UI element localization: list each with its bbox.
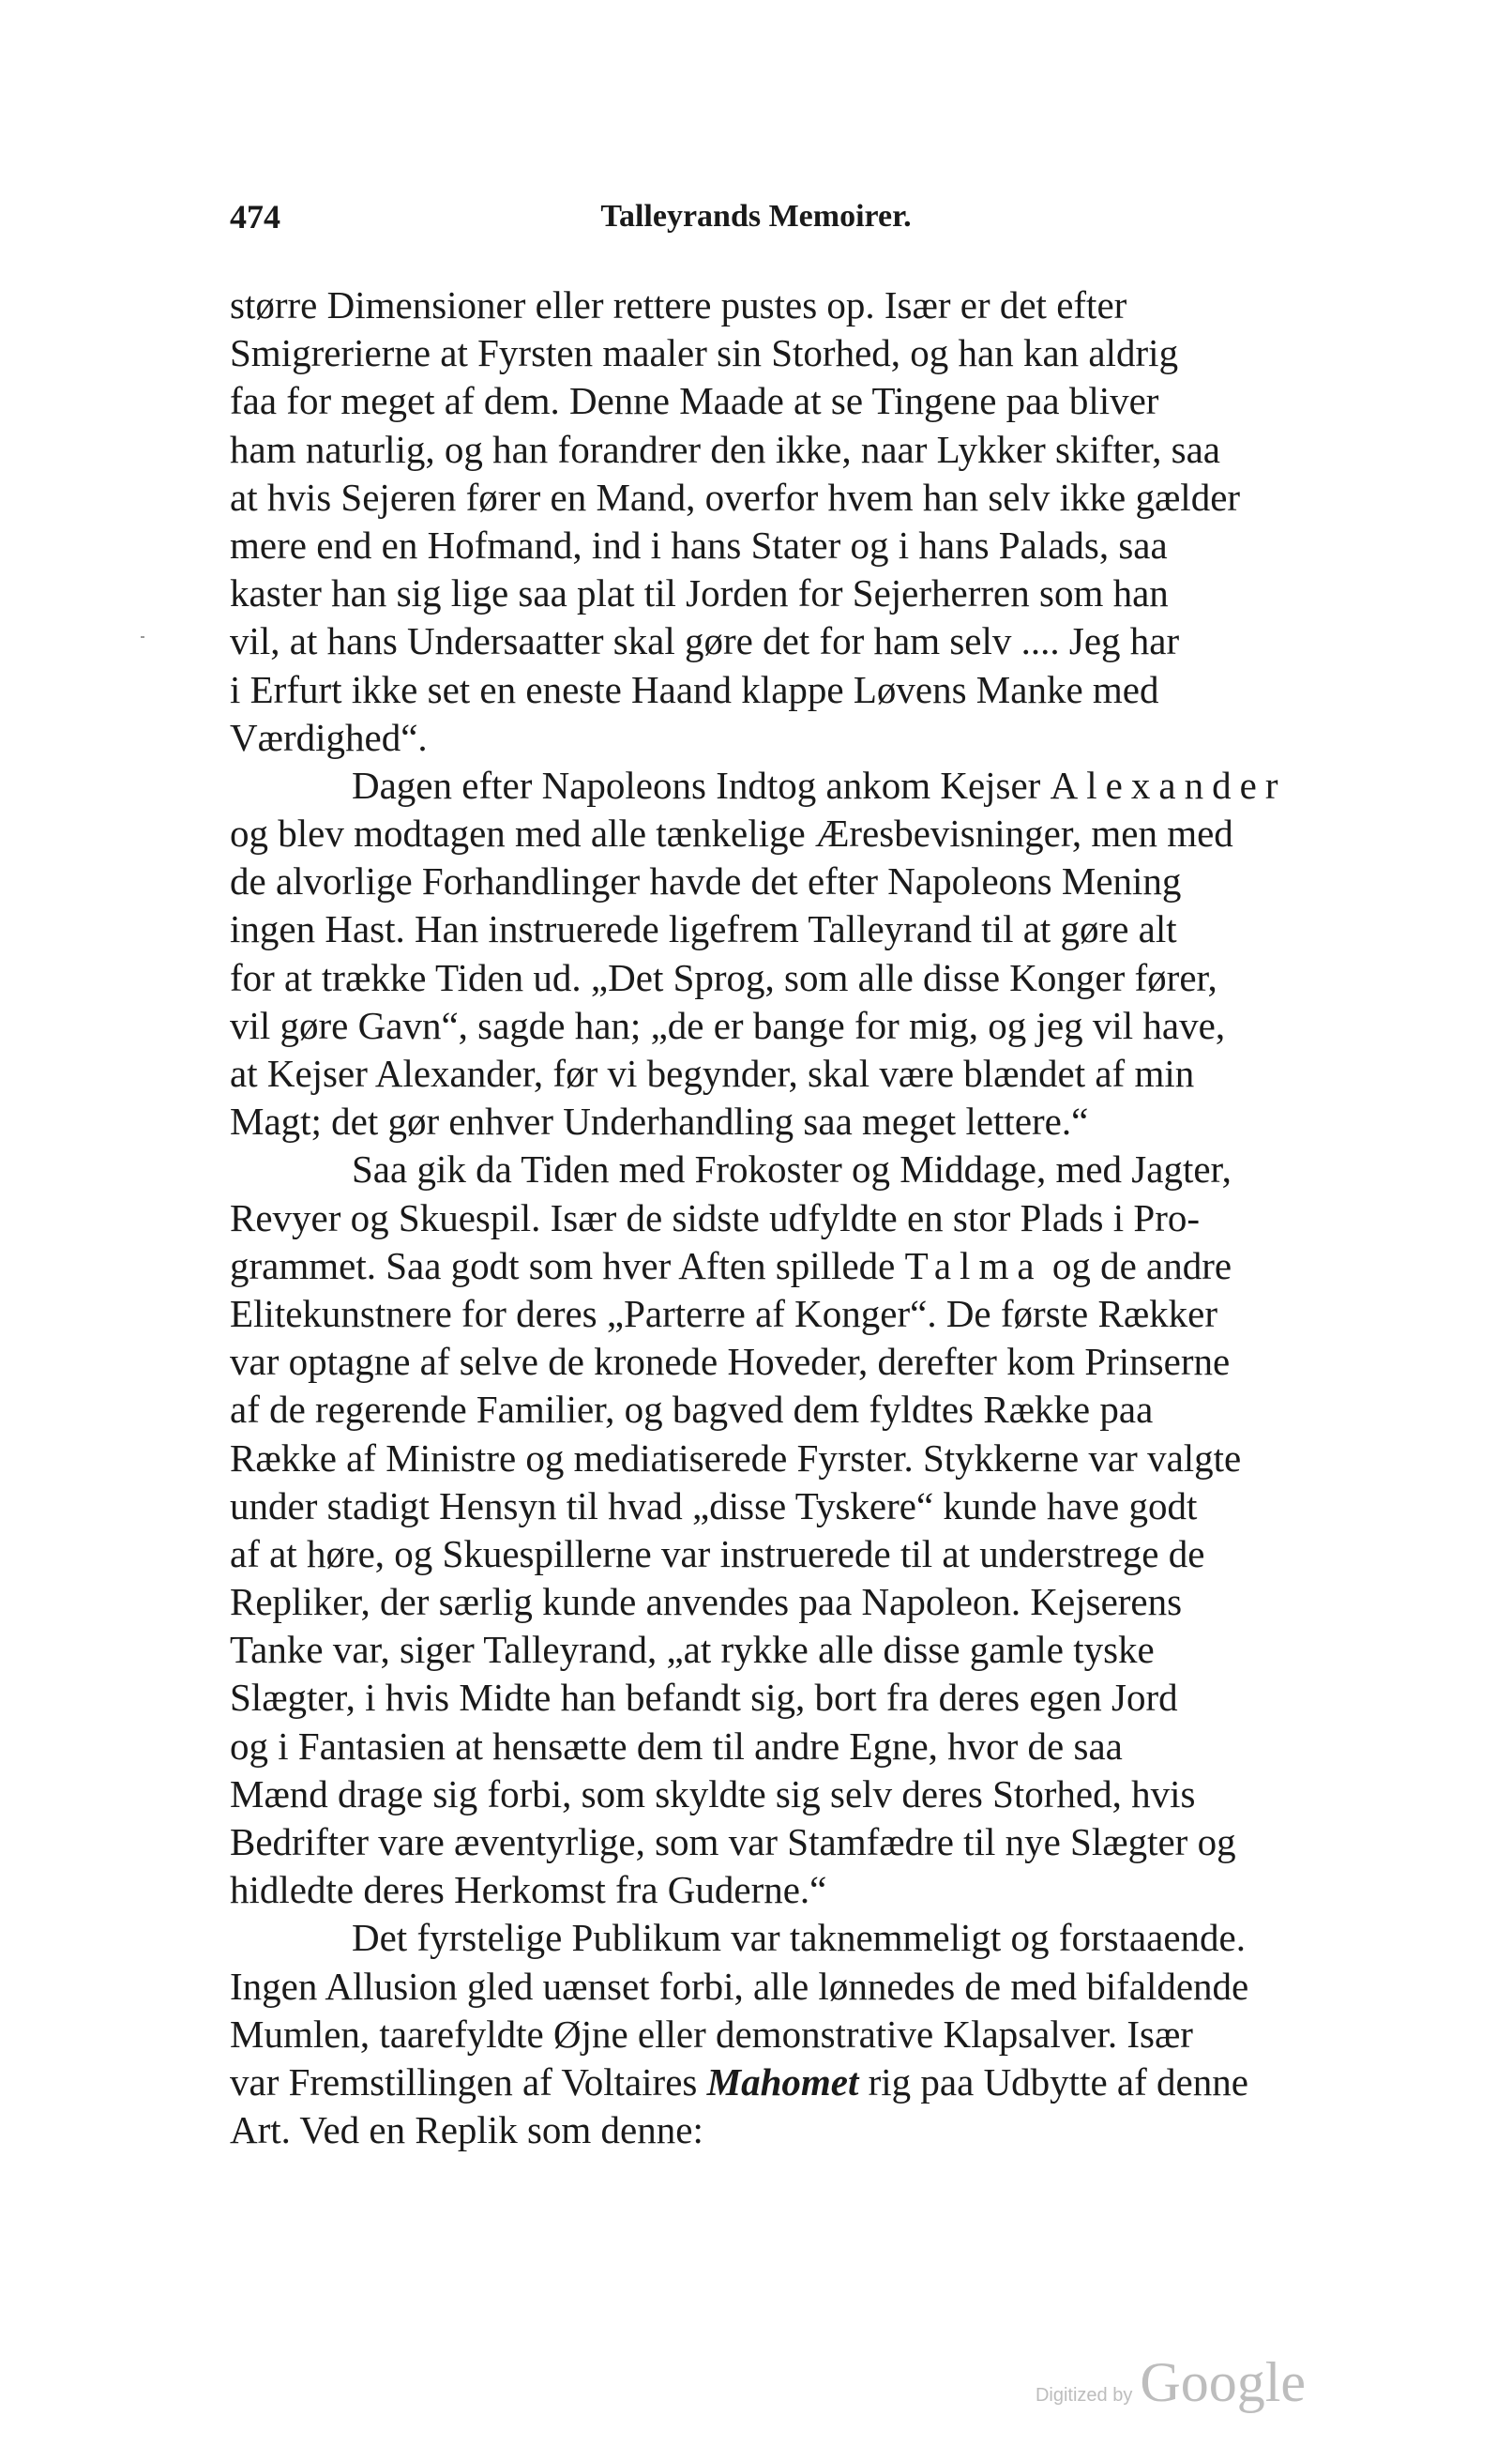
text-line [230,2058,1430,2106]
text-segment: Dagen efter Napoleons Indtog ankom Kejser [352,763,1051,807]
text-line: Elitekunstnere for deres „Parterre af Konger“. De første Rækker [230,1291,1218,1335]
text-segment: rig paa Udbytte af denne [858,2059,1248,2104]
text-line: var optagne af selve de kronede Hoveder, derefter kom Prinserne [230,1340,1231,1384]
text-line: af de regerende Familier, og bagved dem fyldtes Række paa [230,1388,1154,1432]
text-line: Slægter, i hvis Midte han befandt sig, bort fra deres egen Jord [230,1676,1178,1720]
text-line: og i Fantasien at hensætte dem til andre Egne, hvor de saa [230,1724,1123,1768]
text-line: større Dimensioner eller rettere pustes op. Især er det efter [230,283,1127,327]
text-segment: var Fremstillingen af Voltaires [230,2059,707,2104]
text-line: af at høre, og Skuespillerne var instruerede til at understrege de [230,1531,1205,1575]
text-line: Revyer og Skuespil. Især de sidste udfyldte en stor Plads i Pro- [230,1195,1201,1239]
text-line: Magt; det gør enhver Underhandling saa meget lettere.“ [230,1100,1089,1144]
text-line: ingen Hast. Han instruerede ligefrem Talleyrand til at gøre alt [230,907,1177,951]
spaced-name: Talma [904,1243,1043,1287]
italic-title: Mahomet [706,2059,859,2104]
text-line: under stadigt Hensyn til hvad „disse Tyskere“ kunde have godt [230,1483,1198,1527]
text-line: Bedrifter vare æventyrlige, som var Stamfædre til nye Slægter og [230,1820,1236,1863]
stray-mark [141,636,144,638]
text-line: Art. Ved en Replik som denne: [230,2108,703,2152]
text-line [230,1242,1430,1290]
text-line: Saa gik da Tiden med Frokoster og Middage, med Jagter, [352,1147,1232,1192]
text-line: faa for meget af dem. Denne Maade at se Tingene paa bliver [230,379,1159,423]
text-line: Tanke var, siger Talleyrand, „at rykke alle disse gamle tyske [230,1628,1155,1672]
page-body [230,281,1430,2154]
text-line: Mænd drage sig forbi, som skyldte sig selv deres Storhed, hvis [230,1771,1196,1815]
digitized-watermark [1036,2350,1306,2415]
text-line: Repliker, der særlig kunde anvendes paa Napoleon. Kejserens [230,1580,1183,1624]
running-title: Talleyrands Memoirer. [600,199,912,234]
text-line: Række af Ministre og mediatiserede Fyrster. Stykkerne var valgte [230,1436,1242,1480]
text-line: de alvorlige Forhandlinger havde det efter Napoleons Mening [230,859,1182,904]
text-line: at Kejser Alexander, før vi begynder, skal være blændet af min [230,1052,1195,1095]
text-segment: grammet. Saa godt som hver Aften spillede [230,1243,905,1287]
text-segment: og de andre [1042,1243,1232,1287]
text-line: og blev modtagen med alle tænkelige Æresbevisninger, men med [230,812,1233,856]
text-line: hidledte deres Herkomst fra Guderne.“ [230,1868,827,1912]
text-line: Mumlen, taarefyldte Øjne eller demonstrative Klapsalver. Især [230,2012,1193,2056]
text-line: for at trække Tiden ud. „Det Sprog, som alle disse Konger fører, [230,955,1217,999]
page-number: 474 [230,198,280,235]
text-line: Ingen Allusion gled uænset forbi, alle lønnedes de med bifaldende [230,1964,1249,2008]
text-line: Smigrerierne at Fyrsten maaler sin Storhed, og han kan aldrig [230,331,1179,375]
text-line: kaster han sig lige saa plat til Jorden for Sejerherren som han [230,571,1169,615]
text-line: vil, at hans Undersaatter skal gøre det for ham selv .... Jeg har [230,619,1180,663]
text-line [230,762,1430,810]
text-line: Værdighed“. [230,715,428,759]
text-line: Det fyrstelige Publikum var taknemmeligt og forstaaende. [352,1916,1246,1960]
text-line: vil gøre Gavn“, sagde han; „de er bange for mig, og jeg vil have, [230,1003,1226,1047]
google-logo: Google [1140,2351,1306,2413]
text-line: mere end en Hofmand, ind i hans Stater og i hans Palads, saa [230,523,1168,567]
spaced-name: Alexander [1050,763,1287,807]
text-line: i Erfurt ikke set en eneste Haand klappe Løvens Manke med [230,667,1159,711]
text-line: ham naturlig, og han forandrer den ikke, naar Lykker skifter, saa [230,427,1220,471]
watermark-prefix: Digitized by [1035,2385,1133,2406]
text-line: at hvis Sejeren fører en Mand, overfor hvem han selv ikke gælder [230,475,1241,519]
